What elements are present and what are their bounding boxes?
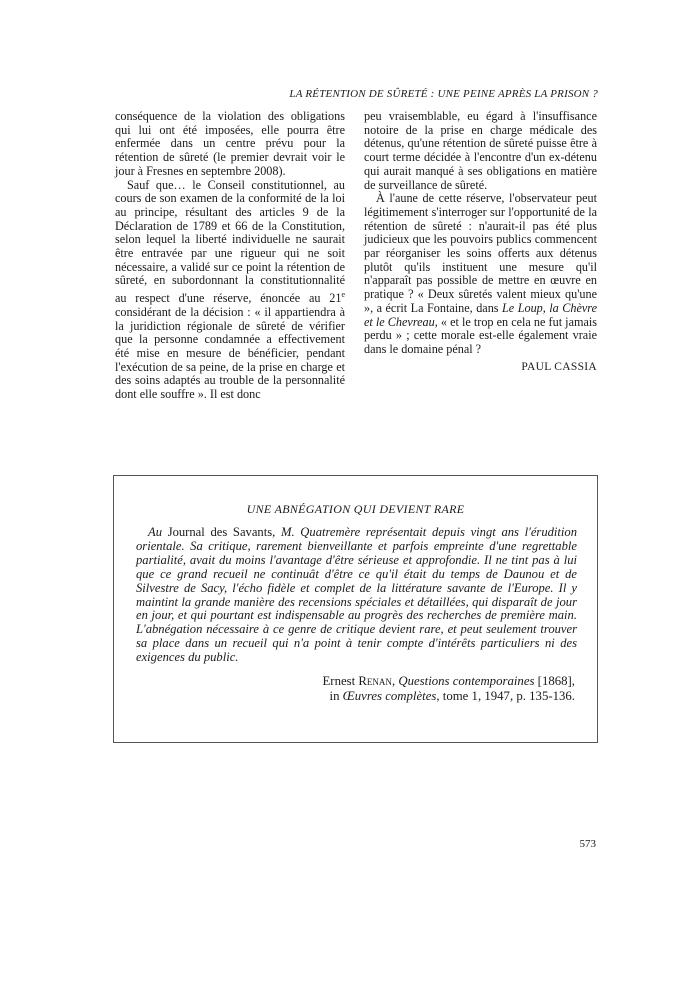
citation-line-1 — [322, 674, 575, 689]
citation-in: in — [329, 689, 343, 703]
citation-line-2 — [322, 689, 575, 704]
journal-name: Journal des Savants — [167, 525, 273, 539]
citation-pages: , tome 1, 1947, p. 135-136. — [436, 689, 575, 703]
citation-author-last: Renan — [358, 674, 392, 688]
paragraph-text: considérant de la décision : « il appartiendra à la juridiction régionale de sûreté de vérifier que la personne condamnée a effectivement été mise en mesure de bénéficier, pendant l'exécution de sa peine, de la prise en charge et des soins adaptés au trouble de la personnalité dont elle souffre ». Il est donc — [115, 304, 345, 402]
citation-separator: , — [391, 674, 399, 688]
superscript: e — [341, 290, 345, 300]
paragraph-text: Sauf que… le Conseil constitutionnel, au cours de son examen de la conformité de la loi au principe, résultant des articles 9 de la Déclaration de 1789 et 66 de la Constitution, selon lequel la liberté individuelle ne saurait être entravée par une rigueur qui ne soit nécessaire, a validé sur ce point la rétention de sûreté, en subordonnant la constitutionnalité au respect d'une réserve, énoncée au 21 — [115, 177, 345, 306]
page-number: 573 — [579, 838, 596, 850]
fable-title: Le Loup, la Chèvre et le Chevreau — [364, 300, 598, 329]
paragraph: conséquence de la violation des obligations qui lui ont été imposées, elle pourra être enfermée dans un centre prévu pour la rétention de sûreté (le premier devrait voir le jour à Fresnes en septembre 2008). — [115, 109, 345, 178]
quote-text-start: Au — [148, 525, 168, 539]
quote-text-rest: , M. Quatremère représentait depuis vingt ans l'érudition orientale. Sa critique, rarement bienveillante et parfois empreinte d'une regrettable partialité, avait du moins l'avantage d'être sérieuse et approfondie. Il ne tint pas à lui que ce grand recueil ne continuât d'être ce qu'il était du temps de Daunou et de Silvestre de Sacy, l'écho fidèle et complet de la littérature savante de l'Europe. Il y maintint la grande manière des recensions spéciales et détaillées, qui disparaît de jour en jour, et qui pourtant est indispensable au progrès des recherches de première main. L'abnégation nécessaire à ce genre de critique devient rare, et peut seulement trouver sa place dans un recueil qui n'a point à tenir compte d'intérêts particuliers ni des exigences du public. — [136, 525, 578, 665]
citation-collection: Œuvres complètes — [342, 689, 437, 703]
paragraph-text: À l'aune de cette réserve, l'observateur peut légitimement s'interroger sur l'opportunité de la rétention de sûreté : n'aurait-il pas été plus judicieux que les pouvoirs publics commencent par réorganiser les soins offerts aux détenus plutôt qu'ils instituent une mesure qu'il n'apparaît pas possible de mettre en œuvre en pratique ? « Deux sûretés valent mieux qu'une », a écrit La Fontaine, dans — [364, 191, 597, 315]
paragraph: peu vraisemblable, eu égard à l'insuffisance notoire de la prise en charge médicale des détenus, qu'une rétention de sûreté puisse être à court terme décidée à l'encontre d'un ex-détenu qui aurait manqué à ses obligations en matière de surveillance de sûreté. — [364, 109, 597, 192]
citation-author-first: Ernest — [322, 674, 359, 688]
author-signature: PAUL CASSIA — [521, 360, 597, 373]
quote-text — [136, 526, 577, 665]
paragraph — [115, 179, 345, 402]
citation — [322, 674, 575, 704]
right-column — [364, 110, 597, 374]
left-column — [115, 110, 345, 402]
paragraph — [364, 192, 597, 356]
running-head: LA RÉTENTION DE SÛRETÉ : UNE PEINE APRÈS LA PRISON ? — [289, 88, 598, 100]
paragraph-text: , « et le trop en cela ne fut jamais perdu » ; cette morale est-elle également vraie dans le domaine pénal ? — [364, 314, 597, 356]
citation-work: Questions contemporaines — [398, 674, 535, 688]
box-title: UNE ABNÉGATION QUI DEVIENT RARE — [246, 502, 465, 516]
citation-year: [1868], — [534, 674, 575, 688]
quote-box — [113, 475, 598, 743]
